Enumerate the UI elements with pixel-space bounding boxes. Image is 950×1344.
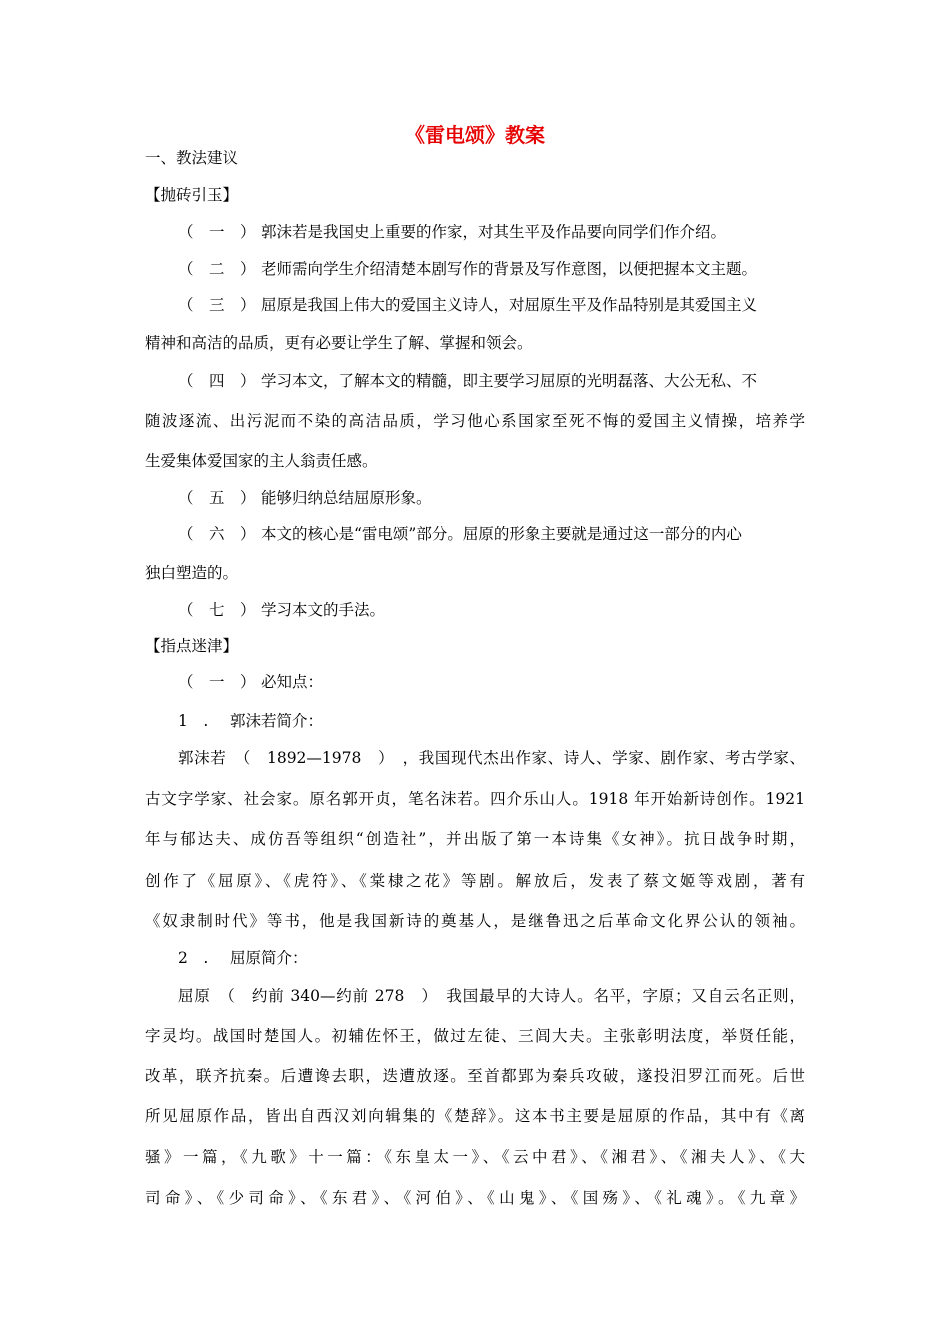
section-heading: 一、教法建议 xyxy=(145,149,239,167)
guo-paragraph-line: 郭沫若 （ 1892—1978 ） ，我国现代杰出作家、诗人、学家、剧作家、考古学家、 xyxy=(178,749,805,767)
block-heading-intro: 【抛砖引玉】 xyxy=(145,186,239,204)
item-number: （ 七 ） xyxy=(178,601,256,619)
guo-paragraph-line: 年与郁达夫、成仿吾等组织“创造社”，并出版了第一本诗集《女神》。抗日战争时期， xyxy=(145,830,805,848)
list-item xyxy=(178,486,432,510)
qu-paragraph-line: 司命》、《少司命》、《东君》、《河伯》、《山鬼》、《国殇》、《礼魂》。《九章》 xyxy=(145,1189,805,1207)
block-heading-guide: 【指点迷津】 xyxy=(145,637,239,655)
item-text: 学习本文的手法。 xyxy=(261,601,386,619)
sub-heading xyxy=(178,670,323,694)
document-title: 《雷电颂》教案 xyxy=(405,123,545,147)
guo-paragraph-line: 古文字学家、社会家。原名郭开贞，笔名沫若。四介乐山人。1918 年开始新诗创作。1921 xyxy=(145,790,805,808)
list-item xyxy=(178,293,757,317)
item-text: 学习本文，了解本文的精髓，即主要学习屈原的光明磊落、大公无私、不 xyxy=(261,372,758,390)
guo-paragraph-line: 《奴隶制时代》等书，他是我国新诗的奠基人，是继鲁迅之后革命文化界公认的领袖。 xyxy=(145,912,805,930)
qu-heading xyxy=(178,946,308,970)
item-number: 2 . xyxy=(178,949,209,967)
list-item xyxy=(178,257,757,281)
item-text: 能够归纳总结屈原形象。 xyxy=(261,489,432,507)
list-item xyxy=(178,369,757,393)
item-number: （ 二 ） xyxy=(178,260,256,278)
item-number: （ 一 ） xyxy=(178,223,256,241)
item-number: （ 一 ） xyxy=(178,673,256,691)
item-text: 必知点： xyxy=(261,673,324,691)
item-text: 郭沫若是我国史上重要的作家，对其生平及作品要向同学们作介绍。 xyxy=(261,223,727,241)
qu-paragraph-line: 所见屈原作品，皆出自西汉刘向辑集的《楚辞》。这本书主要是屈原的作品，其中有《离 xyxy=(145,1107,805,1125)
qu-paragraph-line: 骚》一篇，《九歌》十一篇：《东皇太一》、《云中君》、《湘君》、《湘夫人》、《大 xyxy=(145,1148,805,1166)
item-number: （ 四 ） xyxy=(178,372,256,390)
guo-paragraph-line: 创作了《屈原》、《虎符》、《棠棣之花》等剧。解放后，发表了蔡文姬等戏剧，著有 xyxy=(145,872,805,890)
item-continuation: 精神和高洁的品质，更有必要让学生了解、掌握和领会。 xyxy=(145,334,533,352)
item-text: 本文的核心是“雷电颂”部分。屈原的形象主要就是通过这一部分的内心 xyxy=(261,525,742,543)
item-continuation: 生爱集体爱国家的主人翁责任感。 xyxy=(145,452,378,470)
item-text: 屈原是我国上伟大的爱国主义诗人，对屈原生平及作品特别是其爱国主义 xyxy=(261,296,758,314)
item-number: （ 五 ） xyxy=(178,489,256,507)
item-number: 1 . xyxy=(178,712,209,730)
list-item xyxy=(178,522,742,546)
item-continuation: 随波逐流、出污泥而不染的高洁品质，学习他心系国家至死不悔的爱国主义情操，培养学 xyxy=(145,412,805,430)
guo-heading xyxy=(178,709,323,733)
item-text: 郭沫若简介： xyxy=(230,712,324,730)
item-text: 老师需向学生介绍清楚本剧写作的背景及写作意图，以便把握本文主题。 xyxy=(261,260,758,278)
item-text: 屈原简介： xyxy=(230,949,308,967)
item-continuation: 独白塑造的。 xyxy=(145,564,239,582)
list-item xyxy=(178,220,726,244)
qu-paragraph-line: 字灵均。战国时楚国人。初辅佐怀王，做过左徒、三闾大夫。主张彰明法度，举贤任能， xyxy=(145,1027,805,1045)
qu-paragraph-line: 改革，联齐抗秦。后遭谗去职，迭遭放逐。至首都郢为秦兵攻破，遂投汨罗江而死。后世 xyxy=(145,1067,805,1085)
item-number: （ 三 ） xyxy=(178,296,256,314)
item-number: （ 六 ） xyxy=(178,525,256,543)
qu-paragraph-line: 屈原 （ 约前 340—约前 278 ） 我国最早的大诗人。名平，字原；又自云名正则， xyxy=(178,987,805,1005)
list-item xyxy=(178,598,385,622)
